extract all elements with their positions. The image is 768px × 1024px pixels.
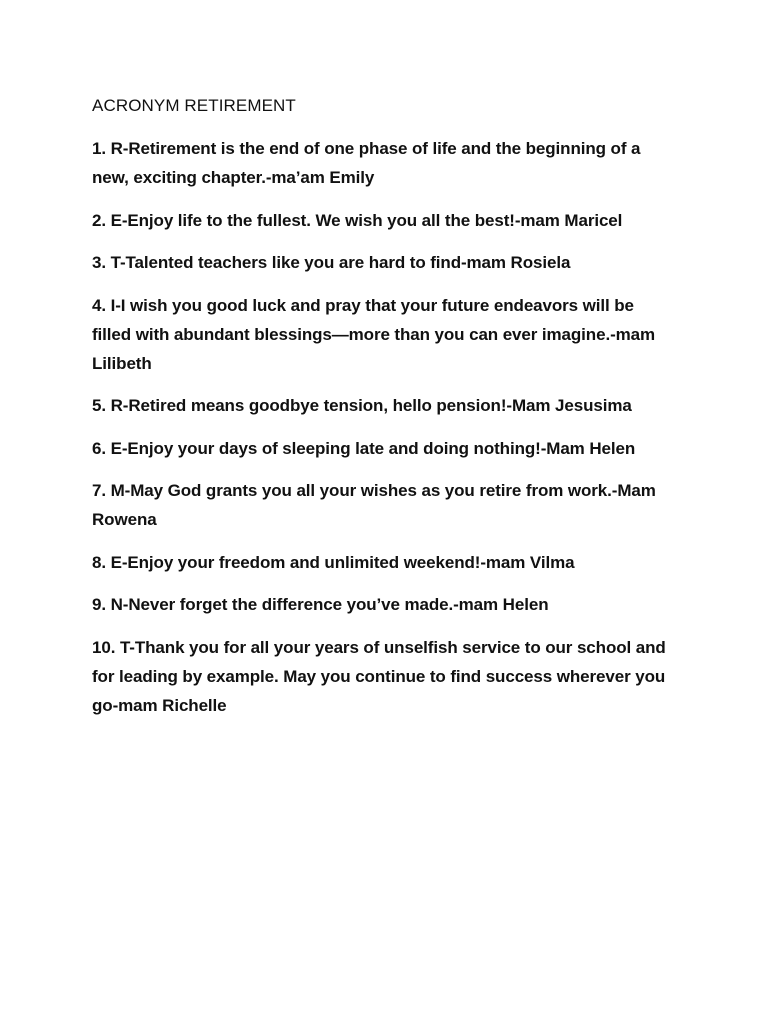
list-item: 9. N-Never forget the difference you’ve made.-mam Helen [92, 595, 549, 614]
list-item: 4. I-I wish you good luck and pray that your future endeavors will be filled with abundant blessings—more than you can ever imagine.-mam Lilibeth [92, 295, 656, 373]
list-item: 5. R-Retired means goodbye tension, hello pension!-Mam Jesusima [92, 396, 632, 415]
list-item: 8. E-Enjoy your freedom and unlimited weekend!-mam Vilma [92, 552, 575, 572]
list-item: 6. E-Enjoy your days of sleeping late and doing nothing!-Mam Helen [92, 438, 636, 458]
list-item: 7. M-May God grants you all your wishes as you retire from work.-Mam Rowena [92, 481, 656, 529]
acronym-list [92, 134, 676, 720]
list-item: 2. E-Enjoy life to the fullest. We wish you all the best!-mam Maricel [92, 210, 623, 230]
list-item: 3. T-Talented teachers like you are hard to find-mam Rosiela [92, 253, 571, 272]
list-item: 10. T-Thank you for all your years of unselfish service to our school and for leading by example. May you continue to find success wherever you go-mam Richelle [92, 637, 666, 715]
list-item: 1. R-Retirement is the end of one phase of life and the beginning of a new, exciting chapter.-ma’am Emily [92, 139, 641, 187]
document-title: ACRONYM RETIREMENT [92, 96, 296, 115]
